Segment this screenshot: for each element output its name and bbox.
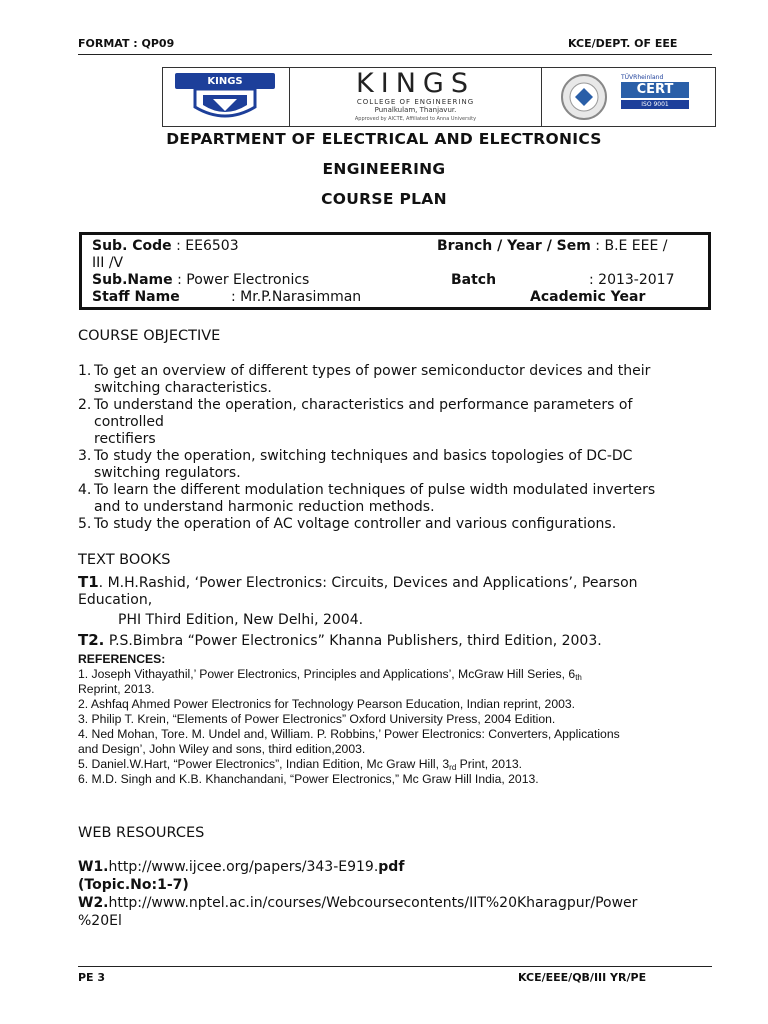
objective-text: rectifiers xyxy=(94,431,156,447)
reference-item: 1. Joseph Vithayathil,’ Power Electronics, Principles and Applications’, McGraw Hill Series, $6_{th}$ xyxy=(78,667,582,682)
college-approval: Approved by AICTE, Affiliated to Anna University xyxy=(354,116,477,122)
objective-number: 4. xyxy=(78,482,92,498)
college-place: Punalkulam, Thanjavur. xyxy=(374,106,457,114)
cert-brand: TÜVRheinland xyxy=(621,74,664,81)
textbook-t2: T2. P.S.Bimbra “Power Electronics” Khanna Publishers, third Edition, 2003. xyxy=(78,631,602,649)
objective-text: switching regulators. xyxy=(94,465,241,481)
w2-link-cont[interactable]: %20El xyxy=(78,913,122,929)
header-rule xyxy=(78,54,712,55)
objective-text: controlled xyxy=(94,414,164,430)
branch-cont: III /V xyxy=(92,255,124,271)
college-name: KINGS xyxy=(356,68,475,99)
reference-item: 4. Ned Mohan, Tore. M. Undel and, William. P. Robbins,’ Power Electronics: Converters, Applications xyxy=(78,727,620,741)
iso-cert-logo xyxy=(553,72,707,122)
objective-number: 1. xyxy=(78,363,92,379)
reference-item: 3. Philip T. Krein, “Elements of Power Electronics” Oxford University Press, 2004 Edition. xyxy=(78,712,556,726)
text-books-heading: TEXT BOOKS xyxy=(78,552,171,568)
objective-text: switching characteristics. xyxy=(94,380,272,396)
objective-text: and to understand harmonic reduction methods. xyxy=(94,499,435,515)
academic-year-label: Academic Year xyxy=(530,289,646,305)
objective-text: To study the operation of AC voltage controller and various configurations. xyxy=(94,516,617,532)
textbook-t1-cont: Education, xyxy=(78,592,153,608)
branch-label: Branch / Year / Sem xyxy=(437,238,591,254)
objective-text: To get an overview of different types of power semiconductor devices and their xyxy=(94,363,651,379)
sub-code-label: Sub. Code xyxy=(92,238,172,254)
department-title: DEPARTMENT OF ELECTRICAL AND ELECTRONICS xyxy=(166,130,602,148)
sub-name-value: : Power Electronics xyxy=(172,272,310,288)
reference-item: 2. Ashfaq Ahmed Power Electronics for Technology Pearson Education, Indian reprint, 2003. xyxy=(78,697,576,711)
footer-page: PE 3 xyxy=(78,971,106,984)
college-wordmark xyxy=(290,68,541,126)
branch-row xyxy=(437,238,668,254)
format-code: FORMAT : QP09 xyxy=(78,37,175,50)
department-title-cont: ENGINEERING xyxy=(322,160,446,178)
sub-name-row xyxy=(92,272,309,288)
sub-code-value: : EE6503 xyxy=(171,238,239,254)
batch-value: : 2013-2017 xyxy=(589,272,675,288)
reference-item: 5. Daniel.W.Hart, “Power Electronics”, Indian Edition, Mc Graw Hill, $3_{rd}$ Print, 2013. xyxy=(78,757,523,772)
branch-value: : B.E EEE / xyxy=(590,238,668,254)
emblem-text: KINGS xyxy=(207,76,243,87)
objective-text: To study the operation, switching techniques and basics topologies of DC-DC xyxy=(94,448,633,464)
w1-topic: (Topic.No:1-7) xyxy=(78,877,189,893)
sub-code-row xyxy=(92,238,239,254)
w1-link[interactable]: http://www.ijcee.org/papers/343-E919. xyxy=(108,859,379,875)
college-subtitle: COLLEGE OF ENGINEERING xyxy=(356,98,475,106)
footer-code: KCE/EEE/QB/III YR/PE xyxy=(518,971,647,984)
objective-number: 2. xyxy=(78,397,92,413)
reference-item-cont: Reprint, 2013. xyxy=(78,682,155,696)
staff-name-label: Staff Name xyxy=(92,289,180,305)
course-objective-heading: COURSE OBJECTIVE xyxy=(78,328,221,344)
textbook-t1-cont2: PHI Third Edition, New Delhi, 2004. xyxy=(118,612,364,628)
batch-label: Batch xyxy=(451,272,497,288)
staff-name-value: : Mr.P.Narasimman xyxy=(231,289,362,305)
sub-name-label: Sub.Name xyxy=(92,272,173,288)
objective-number: 3. xyxy=(78,448,92,464)
web-resource-w1: W1.http://www.ijcee.org/papers/343-E919.pdf xyxy=(78,859,405,875)
w2-link[interactable]: http://www.nptel.ac.in/courses/Webcoursecontents/IIT%20Kharagpur/Power xyxy=(108,895,638,911)
logo-strip xyxy=(162,67,716,127)
web-resources-heading: WEB RESOURCES xyxy=(78,825,205,841)
footer-rule xyxy=(78,966,712,967)
web-resource-w2: W2.http://www.nptel.ac.in/courses/Webcoursecontents/IIT%20Kharagpur/Power xyxy=(78,895,638,911)
reference-item: 6. M.D. Singh and K.B. Khanchandani, “Power Electronics,” Mc Graw Hill India, 2013. xyxy=(78,772,539,786)
objective-text: To understand the operation, characteristics and performance parameters of xyxy=(94,397,633,413)
kings-emblem-logo xyxy=(173,71,277,123)
course-plan-title: COURSE PLAN xyxy=(321,190,447,208)
textbook-t1: T1. M.H.Rashid, ‘Power Electronics: Circuits, Devices and Applications’, Pearson xyxy=(78,573,638,591)
references-heading: REFERENCES: xyxy=(78,652,166,666)
cert-iso: ISO 9001 xyxy=(621,100,689,109)
objective-text: To learn the different modulation techniques of pulse width modulated inverters xyxy=(94,482,656,498)
objective-number: 5. xyxy=(78,516,92,532)
reference-item-cont: and Design’, John Wiley and sons, third edition,2003. xyxy=(78,742,366,756)
cert-badge: CERT xyxy=(621,82,689,98)
department-code: KCE/DEPT. OF EEE xyxy=(568,37,678,50)
